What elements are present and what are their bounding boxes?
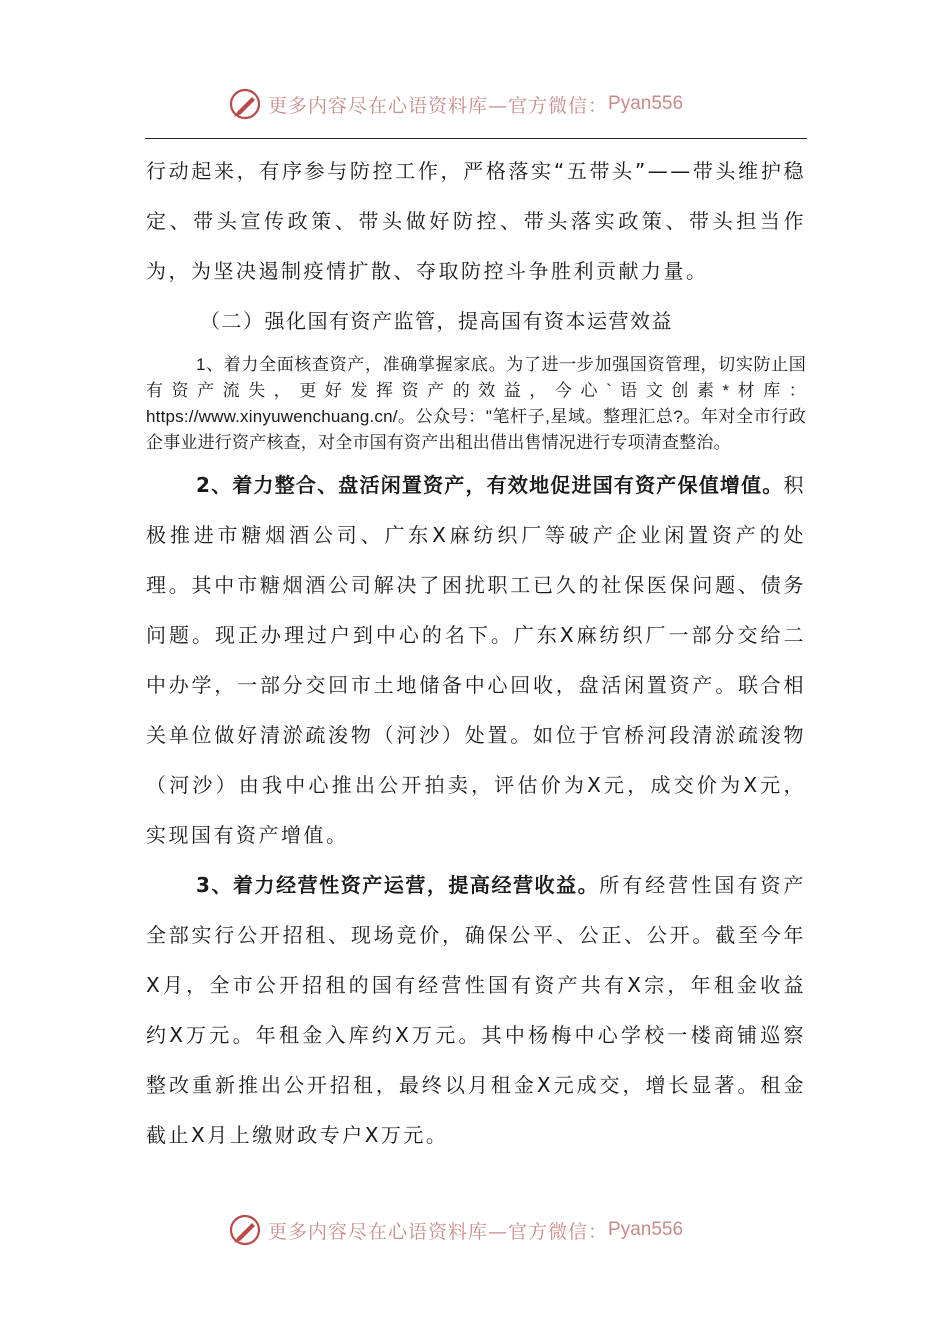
header-site-text: 更多内容尽在心语资料库—官方微信： <box>268 94 609 117</box>
item3-title: 3、着力经营性资产运营，提高经营收益。 <box>196 873 600 897</box>
paragraph-continuation: 行动起来，有序参与防控工作，严格落实“五带头”——带头维护稳定、带头宣传政策、带头做好防控、带头落实政策、带头担当作为，为坚决遏制疫情扩散、夺取防控斗争胜利贡献力量。 <box>146 159 806 283</box>
pen-logo-icon <box>228 87 262 121</box>
footer-site-text: 更多内容尽在心语资料库—官方微信： <box>268 1220 609 1243</box>
document-body <box>146 146 806 1160</box>
item2-title: 2、着力整合、盘活闲置资产，有效地促进国有资产保值增值。 <box>196 473 784 497</box>
header-banner <box>228 86 748 122</box>
item1-paragraph <box>146 352 806 456</box>
header-divider <box>145 138 807 139</box>
header-wechat-id: Pyan556 <box>608 93 684 114</box>
item2-body: 积极推进市糖烟酒公司、广东X麻纺织厂等破产企业闲置资产的处理。其中市糖烟酒公司解决了困扰职工已久的社保医保问题、债务问题。现正办理过户到中心的名下。广东X麻纺织厂一部分交给二中办学，一部分交回市土地储备中心回收，盘活闲置资产。联合相关单位做好清淤疏浚物（河沙）处置。如位于官桥河段清淤疏浚物（河沙）由我中心推出公开拍卖，评估价为X元，成交价为X元，实现国有资产增值。 <box>146 473 806 847</box>
footer-wechat-id: Pyan556 <box>608 1219 684 1240</box>
item1-text: 1、着力全面核查资产，准确掌握家底。为了进一步加强国资管理，切实防止国有资产流失，更好发挥资产的效益，今心`语文创素*材库：https://www.xinyuwenchuang.cn/。公众号："笔杆子,星域。整理汇总?。年对全市行政企事业进行资产核查，对全市国有资产出租出借出售情况进行专项清查整治。 <box>146 355 806 452</box>
item3-body: 所有经营性国有资产全部实行公开招租、现场竞价，确保公平、公正、公开。截至今年X月，全市公开招租的国有经营性国有资产共有X宗，年租金收益约X万元。年租金入库约X万元。其中杨梅中心学校一楼商铺巡察整改重新推出公开招租，最终以月租金X元成交，增长显著。租金截止X月上缴财政专户X万元。 <box>146 873 807 1147</box>
item2-paragraph <box>146 460 806 860</box>
section-heading: （二）强化国有资产监管，提高国有资本运营效益 <box>200 309 673 333</box>
footer-banner <box>228 1212 748 1248</box>
item3-paragraph <box>146 860 806 1160</box>
pen-logo-icon <box>228 1213 262 1247</box>
